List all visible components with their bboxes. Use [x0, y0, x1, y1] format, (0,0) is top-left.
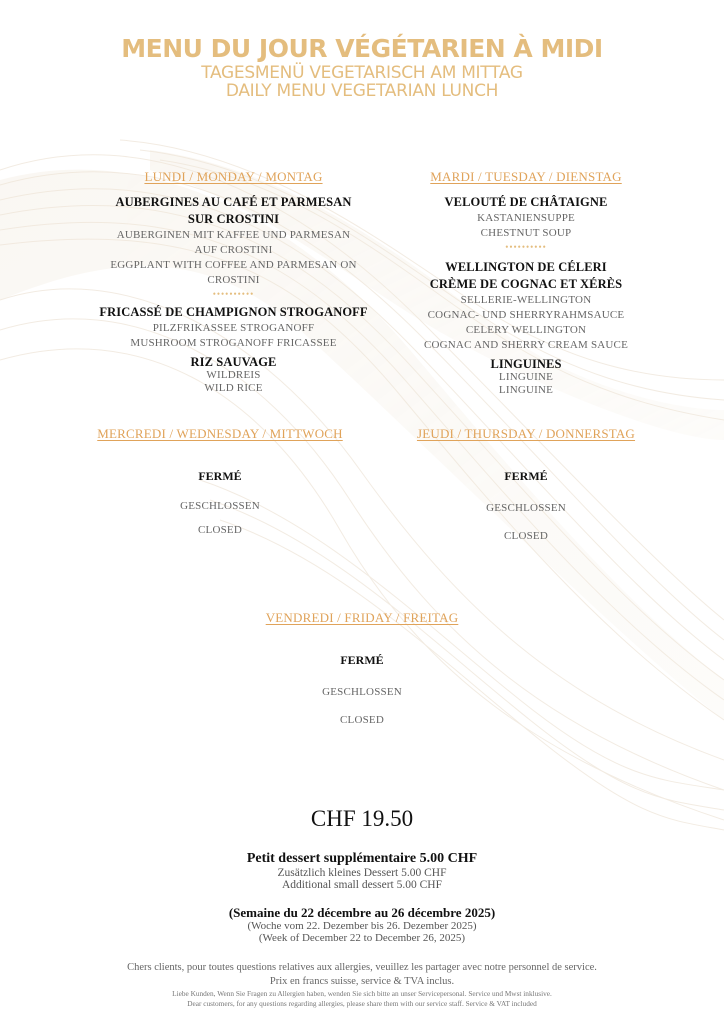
day-heading-friday: VENDREDI / FRIDAY / FREITAG — [265, 610, 459, 625]
dish-translation-en: COGNAC AND SHERRY CREAM SAUCE — [423, 339, 629, 351]
day-tuesday — [380, 169, 672, 397]
day-monday — [66, 169, 401, 395]
week-info — [0, 905, 724, 944]
closed-label-en: CLOSED — [198, 524, 242, 536]
menu-subtitle-de: TAGESMENÜ VEGETARISCH AM MITTAG — [201, 63, 523, 83]
menu-price: CHF 19.50 — [310, 806, 414, 831]
dessert-fr: Petit dessert supplémentaire 5.00 CHF — [246, 851, 478, 866]
week-en: (Week of December 22 to December 26, 2025) — [258, 932, 466, 944]
closed-label-fr: FERMÉ — [198, 469, 242, 483]
closed-label-de: GESCHLOSSEN — [486, 502, 566, 514]
dish-title: VELOUTÉ DE CHÂTAIGNE — [444, 195, 608, 209]
dish-translation-en: MUSHROOM STROGANOFF FRICASSEE — [130, 337, 337, 349]
closed-label-de: GESCHLOSSEN — [322, 686, 402, 698]
dish-translation-en: CROSTINI — [207, 274, 260, 286]
day-friday — [212, 610, 512, 726]
menu-subtitle-en: DAILY MENU VEGETARIAN LUNCH — [225, 81, 499, 101]
week-fr: (Semaine du 22 décembre au 26 décembre 2025) — [228, 905, 496, 920]
side-translation-de: WILDREIS — [206, 369, 261, 381]
closed-label-en: CLOSED — [504, 530, 548, 542]
dessert-de: Zusätzlich kleines Dessert 5.00 CHF — [277, 867, 447, 879]
legal-notes — [0, 961, 724, 1009]
dot-separator: •••••••••• — [505, 242, 547, 252]
price-note-fr: Prix en francs suisse, service & TVA inclus. — [269, 976, 455, 987]
dessert-info — [0, 851, 724, 891]
side-title: LINGUINES — [490, 357, 562, 371]
day-heading-thursday: JEUDI / THURSDAY / DONNERSTAG — [416, 426, 636, 441]
dish-translation-en: CHESTNUT SOUP — [480, 227, 572, 239]
dish-translation-de: COGNAC- UND SHERRYRAHMSAUCE — [427, 309, 625, 321]
side-translation-en: LINGUINE — [498, 384, 554, 396]
dish-title: CRÈME DE COGNAC ET XÉRÈS — [429, 277, 623, 291]
side-translation-de: LINGUINE — [498, 371, 554, 383]
allergy-note-fr: Chers clients, pour toutes questions relatives aux allergies, veuillez les partager avec notre personnel de service. — [127, 962, 597, 973]
side-translation-en: WILD RICE — [204, 382, 263, 394]
closed-label-de: GESCHLOSSEN — [180, 500, 260, 512]
day-thursday — [380, 426, 672, 542]
dish-title: AUBERGINES AU CAFÉ ET PARMESAN — [115, 195, 352, 209]
dish-title: WELLINGTON DE CÉLERI — [445, 260, 607, 274]
dish-translation-de: SELLERIE-WELLINGTON — [460, 294, 592, 306]
dish-translation-en: CELERY WELLINGTON — [465, 324, 587, 336]
day-wednesday — [60, 426, 380, 536]
closed-label-fr: FERMÉ — [504, 469, 548, 483]
week-de: (Woche vom 22. Dezember bis 26. Dezember 2025) — [247, 920, 477, 932]
day-heading-monday: LUNDI / MONDAY / MONTAG — [144, 169, 323, 184]
dish-translation-de: PILZFRIKASSEE STROGANOFF — [152, 322, 315, 334]
dish-translation-de: AUBERGINEN MIT KAFFEE UND PARMESAN — [116, 229, 351, 241]
day-heading-wednesday: MERCREDI / WEDNESDAY / MITTWOCH — [97, 426, 343, 441]
closed-label-fr: FERMÉ — [340, 653, 384, 667]
day-heading-tuesday: MARDI / TUESDAY / DIENSTAG — [430, 169, 622, 184]
dish-translation-en: EGGPLANT WITH COFFEE AND PARMESAN ON — [110, 259, 357, 271]
dish-title: FRICASSÉ DE CHAMPIGNON STROGANOFF — [99, 305, 368, 319]
dish-translation-de: KASTANIENSUPPE — [477, 212, 575, 224]
dessert-en: Additional small dessert 5.00 CHF — [281, 879, 443, 891]
side-title: RIZ SAUVAGE — [190, 355, 277, 369]
dot-separator: •••••••••• — [212, 289, 255, 299]
closed-label-en: CLOSED — [340, 714, 384, 726]
note-en: Dear customers, for any questions regarding allergies, please share them with our service staff. Service & VAT included — [187, 999, 537, 1008]
dish-translation-de: AUF CROSTINI — [194, 244, 273, 256]
note-de: Liebe Kunden, Wenn Sie Fragen zu Allergien haben, wenden Sie sich bitte an unser Servicepersonal. Service und Mwst inklusive. — [172, 989, 552, 998]
dish-title: SUR CROSTINI — [187, 212, 280, 226]
menu-title: MENU DU JOUR VÉGÉTARIEN À MIDI — [121, 34, 603, 63]
menu-header — [0, 34, 724, 100]
